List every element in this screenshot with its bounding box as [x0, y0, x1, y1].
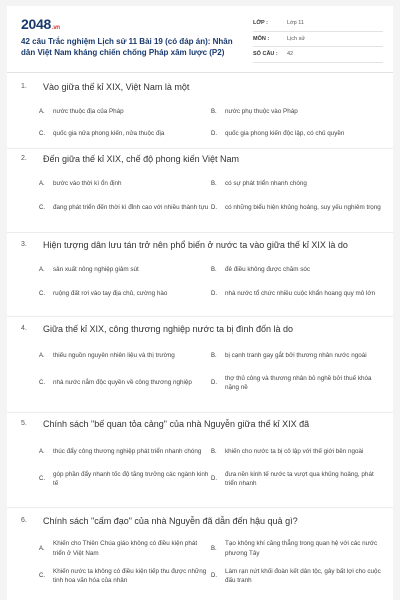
- option-text: Tạo không khí căng thẳng trong quan hệ với các nước phương Tây: [225, 540, 378, 557]
- answer-options: [7, 343, 393, 397]
- question-text: Vào giữa thế kỉ XIX, Việt Nam là một: [43, 82, 190, 92]
- answer-options: [7, 438, 393, 493]
- option-row: [7, 535, 393, 562]
- question-text: Đến giữa thế kỉ XIX, chế độ phong kiến Việt Nam: [43, 154, 239, 164]
- option-a[interactable]: [39, 438, 209, 465]
- option-c[interactable]: [39, 123, 209, 145]
- option-b[interactable]: [211, 259, 381, 281]
- meta-label: LỚP :: [253, 20, 268, 27]
- option-c[interactable]: [39, 195, 209, 221]
- option-letter: D.: [211, 573, 217, 579]
- option-row: [7, 259, 393, 281]
- meta-label: SỐ CÂU :: [253, 51, 278, 58]
- question-4: [7, 324, 393, 397]
- option-text: thợ thủ công và thương nhân bỏ nghề bởi thuế khóa nặng nề: [225, 374, 372, 391]
- option-letter: C.: [39, 573, 45, 579]
- option-row: [7, 281, 393, 307]
- option-letter: A.: [39, 448, 45, 455]
- option-row: [7, 562, 393, 590]
- question-header: [7, 516, 393, 527]
- option-text: nhà nước nắm độc quyền về công thương nghiệp: [53, 379, 192, 387]
- option-text: sản xuất nông nghiệp giảm sút: [53, 266, 139, 274]
- option-letter: A.: [39, 353, 45, 359]
- option-a[interactable]: [39, 535, 209, 562]
- option-text: khiến cho nước ta bị cô lập với thế giới bên ngoài: [225, 447, 364, 455]
- option-text: bị cạnh tranh gay gắt bởi thương nhân nước ngoài: [225, 352, 367, 360]
- option-text: nhà nước tổ chức nhiều cuộc khẩn hoang quy mô lớn: [225, 290, 376, 298]
- question-number: 4.: [21, 325, 27, 332]
- option-text: nước phụ thuộc vào Pháp: [225, 108, 298, 116]
- option-letter: C.: [39, 380, 45, 386]
- option-row: [7, 173, 393, 195]
- question-divider: [7, 316, 393, 317]
- option-row: [7, 101, 393, 123]
- option-a[interactable]: [39, 101, 209, 123]
- option-b[interactable]: [211, 438, 381, 465]
- option-d[interactable]: [211, 195, 381, 221]
- option-letter: C.: [39, 476, 45, 482]
- option-text: Khiến nước ta không có điều kiện tiếp thu được những tinh hoa văn hóa của nhân: [53, 567, 207, 584]
- option-a[interactable]: [39, 259, 209, 281]
- question-header: [7, 82, 393, 93]
- option-c[interactable]: [39, 281, 209, 307]
- option-c[interactable]: [39, 562, 209, 590]
- option-letter: C.: [39, 205, 45, 211]
- option-text: ruộng đất rơi vào tay địa chủ, cường hào: [53, 290, 168, 298]
- header-divider: [7, 72, 393, 73]
- option-letter: A.: [39, 109, 45, 115]
- option-d[interactable]: [211, 369, 381, 397]
- question-3: [7, 240, 393, 307]
- option-letter: D.: [211, 291, 217, 297]
- meta-value: Lớp 11: [287, 20, 304, 27]
- meta-label: MÔN :: [253, 35, 270, 42]
- question-text: Chính sách "cấm đạo" của nhà Nguyễn đã dẫn đến hậu quả gì?: [43, 516, 298, 526]
- option-d[interactable]: [211, 123, 381, 145]
- option-b[interactable]: [211, 535, 381, 562]
- option-c[interactable]: [39, 369, 209, 397]
- option-d[interactable]: [211, 465, 381, 493]
- option-b[interactable]: [211, 173, 381, 195]
- meta-row-count: [253, 47, 383, 63]
- answer-options: [7, 173, 393, 221]
- option-letter: A.: [39, 267, 45, 273]
- question-1: [7, 82, 393, 145]
- answer-options: [7, 101, 393, 145]
- option-letter: D.: [211, 476, 217, 482]
- option-b[interactable]: [211, 343, 381, 369]
- question-divider: [7, 412, 393, 413]
- logo-main: 2048: [21, 16, 51, 32]
- option-text: đê điều không được chăm sóc: [225, 266, 311, 274]
- option-letter: D.: [211, 205, 217, 211]
- option-a[interactable]: [39, 343, 209, 369]
- question-divider: [7, 507, 393, 508]
- option-letter: B.: [211, 267, 217, 273]
- option-letter: B.: [211, 353, 217, 359]
- option-text: thiếu nguồn nguyên nhiên liệu và thị trường: [53, 352, 175, 360]
- document-header: [7, 6, 393, 68]
- document-title: 42 câu Trắc nghiệm Lịch sử 11 Bài 19 (có đáp án): Nhân dân Việt Nam kháng chiến chống Pháp xâm lược (P2): [21, 37, 233, 57]
- option-text: Khiến cho Thiên Chúa giáo không có điều kiện phát triển ở Việt Nam: [53, 540, 198, 557]
- document-page: [7, 6, 393, 600]
- question-text: Giữa thế kỉ XIX, công thương nghiệp nước ta bị đình đốn là do: [43, 324, 294, 334]
- question-2: [7, 154, 393, 221]
- answer-options: [7, 259, 393, 307]
- option-text: quốc gia nửa phong kiến, nửa thuộc địa: [53, 130, 165, 138]
- option-c[interactable]: [39, 465, 209, 493]
- option-text: Làm rạn nứt khối đoàn kết dân tộc, gây bất lợi cho cuộc đấu tranh: [225, 567, 381, 584]
- option-text: thúc đẩy công thương nghiệp phát triển nhanh chóng: [53, 447, 202, 455]
- question-divider: [7, 148, 393, 149]
- option-b[interactable]: [211, 101, 381, 123]
- option-text: nước thuộc địa của Pháp: [53, 108, 124, 116]
- option-letter: B.: [211, 545, 217, 552]
- question-5: [7, 419, 393, 493]
- meta-table: [253, 16, 383, 63]
- question-text: Chính sách "bế quan tỏa cảng" của nhà Nguyễn giữa thế kỉ XIX đã: [43, 419, 310, 429]
- option-letter: C.: [39, 291, 45, 297]
- question-number: 3.: [21, 241, 27, 248]
- question-text: Hiện tượng dân lưu tán trở nên phổ biến ở nước ta vào giữa thế kỉ XIX là do: [43, 240, 348, 250]
- meta-value: 42: [287, 51, 294, 58]
- option-letter: D.: [211, 380, 217, 386]
- option-letter: D.: [211, 131, 217, 137]
- question-number: 5.: [21, 420, 27, 427]
- option-letter: B.: [211, 181, 217, 187]
- option-d[interactable]: [211, 281, 381, 307]
- question-header: [7, 324, 393, 335]
- option-text: có những biểu hiện khủng hoảng, suy yếu nghiêm trọng: [225, 204, 381, 212]
- option-letter: B.: [211, 448, 217, 455]
- meta-value: Lịch sử: [287, 35, 306, 42]
- option-row: [7, 195, 393, 221]
- option-letter: C.: [39, 131, 45, 137]
- option-text: bước vào thời kì ổn định: [53, 180, 122, 188]
- option-row: [7, 438, 393, 465]
- option-row: [7, 123, 393, 145]
- option-letter: A.: [39, 545, 45, 552]
- question-divider: [7, 232, 393, 233]
- option-text: quốc gia phong kiến độc lập, có chủ quyền: [225, 130, 345, 138]
- option-row: [7, 343, 393, 369]
- answer-options: [7, 535, 393, 590]
- question-header: [7, 419, 393, 430]
- option-letter: B.: [211, 109, 217, 115]
- option-row: [7, 369, 393, 397]
- meta-row-class: [253, 16, 383, 32]
- question-header: [7, 240, 393, 251]
- option-text: góp phần đẩy nhanh tốc độ tăng trưởng các ngành kinh tế: [53, 470, 209, 487]
- option-a[interactable]: [39, 173, 209, 195]
- logo-suffix: .vn: [51, 25, 60, 31]
- question-number: 2.: [21, 155, 27, 162]
- site-logo[interactable]: [21, 16, 60, 32]
- option-d[interactable]: [211, 562, 381, 590]
- question-header: [7, 154, 393, 165]
- question-number: 6.: [21, 517, 27, 524]
- option-text: đưa nền kinh tế nước ta vượt qua khủng hoảng, phát triển nhanh: [225, 470, 374, 487]
- meta-row-subject: [253, 32, 383, 48]
- option-text: có sự phát triển nhanh chóng: [225, 180, 307, 188]
- option-text: đang phát triển đến thời kì đỉnh cao với nhiều thành tựu: [53, 204, 209, 212]
- question-number: 1.: [21, 83, 27, 90]
- option-row: [7, 465, 393, 493]
- question-6: [7, 516, 393, 590]
- option-letter: A.: [39, 181, 45, 187]
